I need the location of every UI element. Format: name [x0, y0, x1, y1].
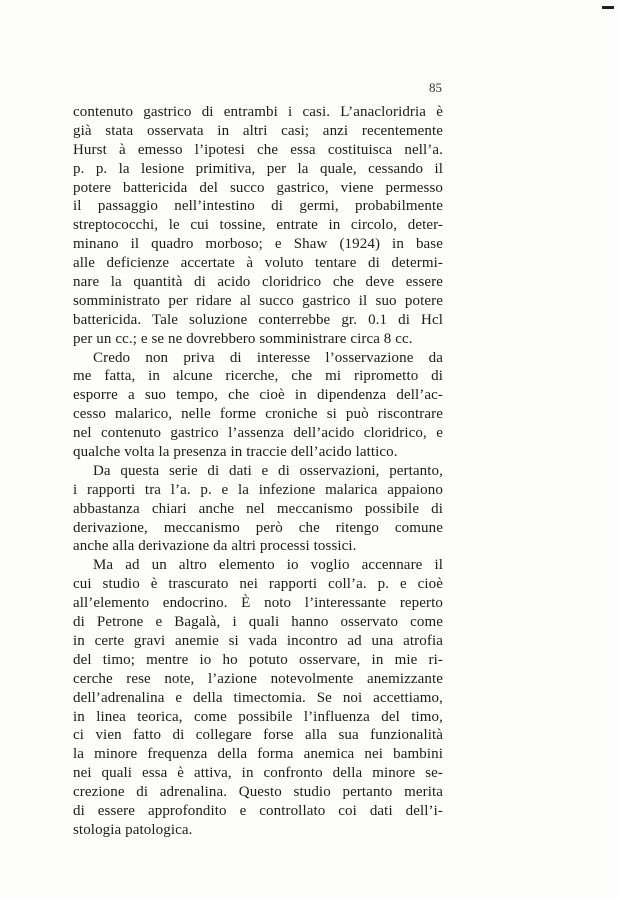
text-line: potere battericida del succo gastrico, viene permesso [73, 179, 443, 196]
text-line: Ma ad un altro elemento io voglio accennare il [93, 557, 443, 574]
text-line: ci vien fatto di collegare forse alla sua funzionalità [73, 727, 443, 744]
text-line: di essere approfondito e controllato coi dati dell’i- [73, 802, 443, 819]
text-line: anche alla derivazione da altri processi tossici. [73, 538, 357, 555]
text-line: i rapporti tra l’a. p. e la infezione malarica appaiono [73, 481, 443, 498]
text-line: streptococchi, le cui tossine, entrate in circolo, deter- [73, 217, 443, 234]
text-line: somministrato per ridare al succo gastrico il suo potere [73, 292, 443, 309]
text-line: nel contenuto gastrico l’assenza dell’acido cloridrico, e [73, 425, 443, 442]
text-line: crezione di adrenalina. Questo studio pertanto merita [73, 784, 443, 801]
text-line: battericida. Tale soluzione conterrebbe gr. 0.1 di Hcl [73, 311, 443, 328]
text-line: alle deficienze accertate à voluto tentare di determi- [73, 255, 443, 272]
text-line: minano il quadro morboso; e Shaw (1924) in base [73, 236, 443, 253]
text-line: Da questa serie di dati e di osservazioni, pertanto, [93, 462, 443, 479]
page-number: 85 [429, 80, 442, 95]
text-line: cerche rese note, l’azione notevolmente anemizzante [73, 670, 443, 687]
text-line: me fatta, in alcune ricerche, che mi riprometto di [73, 368, 443, 385]
text-line: cesso malarico, nelle forme croniche si può riscontrare [73, 406, 443, 423]
text-line: qualche volta la presenza in traccie dell’acido lattico. [73, 444, 398, 461]
text-line: di Petrone e Bagalà, i quali hanno osservato come [73, 614, 443, 631]
text-line: abbastanza chiari anche nel meccanismo possibile di [73, 500, 443, 517]
text-line: del timo; mentre io ho potuto osservare, in mie ri- [73, 651, 443, 668]
text-line: p. p. la lesione primitiva, per la quale, cessando il [73, 160, 443, 177]
text-line: nare la quantità di acido cloridrico che deve essere [73, 274, 443, 291]
text-line: in linea teorica, come possibile l’influenza del timo, [73, 708, 443, 725]
text-line: nei quali essa è attiva, in confronto della minore se- [73, 765, 443, 782]
text-line: all’elemento endocrino. È noto l’interessante reperto [73, 595, 443, 612]
text-line: la minore frequenza della forma anemica nei bambini [73, 746, 443, 763]
scan-edge-mark [602, 6, 614, 9]
text-line: derivazione, meccanismo però che ritengo comune [73, 519, 443, 536]
text-line: il passaggio nell’intestino di germi, probabilmente [73, 198, 443, 215]
text-line: per un cc.; e se ne dovrebbero somministrare circa 8 cc. [73, 330, 413, 347]
text-line: stologia patologica. [73, 821, 193, 838]
text-line: già stata osservata in altri casi; anzi recentemente [73, 122, 443, 139]
text-line: cui studio è trascurato nei rapporti coll’a. p. e cioè [73, 576, 443, 593]
body-text [73, 103, 443, 840]
text-line: esporre a suo tempo, che cioè in dipendenza dell’ac- [73, 387, 443, 404]
text-line: Hurst à emesso l’ipotesi che essa costituisca nell’a. [73, 141, 443, 158]
text-line: contenuto gastrico di entrambi i casi. L’anacloridria è [73, 104, 443, 120]
text-line: Credo non priva di interesse l’osservazione da [93, 349, 443, 366]
text-line: dell’adrenalina e della timectomia. Se noi accettiamo, [73, 689, 443, 706]
text-line: in certe gravi anemie si vada incontro ad una atrofia [73, 632, 443, 649]
